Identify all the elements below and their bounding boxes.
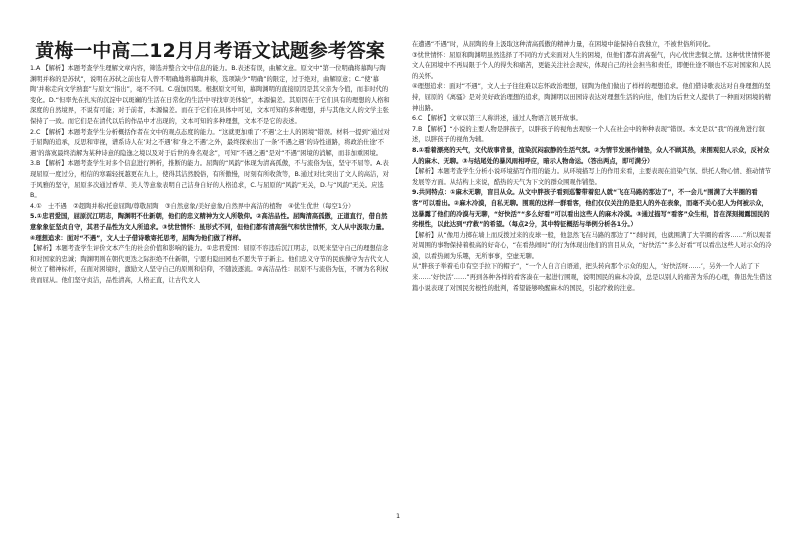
left-column [30, 64, 390, 286]
paragraph: 2.C 【解析】本题考查学生分析概括作者在文中的观点态度的能力。“这就更加重了‘不遇’之士人的困境”错误。材料一提到“通过对于屈陶的追承，反思和审视，谱系诗人在‘对之不遇’和‘身之不遇’之外，最终探索出了一条‘不遇之遇’的诗性道路，将政治仕途‘不遇’的落寞最终消解为某种诗意的隐逸之境以及对于后世的身名观念”，可知“不遇之遇”是对“不遇”困境的消解，而非加重困境。 [30, 128, 390, 157]
paragraph: 【解析】本题考查学生评价文本产生的社会价值和影响的能力。①忠君爱国：屈原不容违后沉江明志，以死来坚守自己的理想信念和对国家的忠诚；陶渊明则在朝代更迭之际拒绝不仕新朝，宁愿归隐田园也不愿失节于新主。他们忠义守节的民族操守为古代文人树立了精神标杆，在面对困境时，激励文人坚守自己的原则和信仰，不随波逐流。②高洁品性：屈原不与流俗为伍，不屑为名利权贵而屈从。他们坚守贞洁，品性清高，人格正直，让古代文人 [30, 245, 389, 284]
paragraph: 【解析】本题考查学生分析小说环境描写作用的能力。从环境描写上的作用来看，主要表现在渲染气氛、烘托人物心情、推动情节发展等方面。从结构上来说，酷热的天气为下文的群众围观作铺垫。 [412, 168, 771, 186]
paragraph: 1.A 【解析】本题考查学生理解文章内容，筛选并整合文中信息的能力。B.表述有误，曲解文意。原文中“第一位明确将慕陶与陶渊明并称的是苏轼”，说明在苏轼之前也有人曾不明确地将慕陶并称，选项缺少“明确”的限定，过于绝对，曲解原意；C.“使‘慕陶’并称走向文学熟套”与原文“指出”，毫不不同。C.强加因果。根据原文可知，慕陶渊明的直接原因是其父亲为今值，而非时代的变化。D.“但率先在扎实的沉淀中以斑斓的生活在日常化的生活中寻找审美体验”，本源偏差。其原因在于它们具有的理想的人格和深度的自然境界，不说有可能；对于前者，本源偏差。而在于它们在具体中可见，文本可知的多种理想，并与其他文人的文学主张保持了一致。而它们是在清代以后的作品中才出现的，文本可知的多种理想，文本不是它的表述。 [30, 65, 390, 125]
paragraph: 【解析】从“像用力掷在墙上而反拨过来的皮球一般，他忽然飞在马路的那边了”“刹时间，也就围满了大半圈的看客……”所以观者对周围的事物保持着极高的好奇心，“在看热闹时”的行为体现出他们的盲目从众，“好快活”“多么好看”可以看出这些人对示众的冷漠，以看热闹为乐趣，无所事事，空虚无聊。 [412, 231, 772, 260]
paragraph: 3.B 【解析】本题考查学生对多个信息进行辨析，推断的能力。屈陶的“风韵”体现为清高孤傲，不与流俗为伍，坚守不屈等。A.表现屈原一度过分，相信的寒霜轻抚越更在九上，使得其洁然脱俗，有所傲慢，时刻有所收敛等，B.通过对比突出了文人的高洁，对于风雅的坚守，屈原多次通过香草、美人等意象表明自己洁身自好的人格追求，C.与屈原的“风韵”无关，D.与“风韵”无关。应选B。 [30, 160, 389, 200]
paragraph: 9.共同特点：①麻木无聊，盲目从众。从文中胖孩子看到巡警带着犯人就“飞在马路的那边了”，不一会儿“围满了大半圈的看客”可以看出。②麻木冷漠，自私无聊。围观的这样一群看客，他们仅仅关注的是犯人的外在表象，而毫不关心犯人为何被示众，这暴露了他们的冷漠与无聊，“好快活”“多么好看”可以看出这些人的麻木冷漠。③通过描写“看客”众生相，旨在深刻揭露国民的劣根性，以此达到“疗救”的希望。（每点2分，其中特征概括与举例分析各1分。） [412, 189, 770, 229]
paragraph: 4.① 士不遇 ②超陶并称/托意屈陶/尊敬屈陶 ③自然意象/美好意象/自然界中高洁的植物 ④优生优世（每空1分） [30, 202, 355, 210]
paragraph: ③忧世情怀：屈原和陶渊明虽然选择了不同的方式来面对人生的困境，但他们都有清高强气，内心忧世悲悯之情。这种忧世情怀使文人在困境中不再局限于个人的得失和痛苦，更能关注社会现实，体现自己的社会担当和责任，即便仕途不顺也不忘对国家和人民的关怀。 [412, 51, 771, 80]
paragraph: 8.①看着漂亮的天气，文代故事背景，渲染沉闷寂静的生活气氛。②为情节发展作铺垫，众人不顾其热，来围观犯人示众，反衬众人的麻木、无聊。③与结尾处的暴风雨相呼应，暗示人物命运。（答出两点，即可满分） [412, 146, 770, 165]
paragraph: 7.B 【解析】“小说的主要人物是胖孩子，以胖孩子的视角去观察一个人在社会中的种种表现”错误。本文是以“我”的视角进行叙述，以胖孩子的视角为辅。 [412, 125, 765, 144]
paragraph: 5.①忠君爱国，屈原沉江明志，陶渊明不仕新朝，他们的忠义精神为文人所敬仰。②高洁品性。屈陶清高孤傲，正道直行，借自然意象象征坚贞自守，其君子品性为文人所追求。③忧世情怀：虽形式不同，但他们都有清高强气和忧世情怀，文人从中汲取力量。④理想追求：面对“不遇”，文人士子借诗歌寄托思考，屈陶为他们做了样样。 [30, 213, 388, 242]
paragraph: ④理想追求：面对“不遇”，文人士子往往难以忘怀政治理想，屈陶为他们做出了样样的理想追求。他们借诗歌表达对自身理想的坚持，屈原的《离骚》是对美好政治理想的追求，陶渊明以田园诗表达对理想生活的向往，他们为后世文人提供了一种面对困境的精神出路。 [412, 83, 771, 112]
right-column [412, 40, 772, 294]
page-number: 1 [396, 512, 401, 520]
paragraph: 6.C 【解析】文章以第三人称讲述，通过人物语言展开故事。 [412, 115, 582, 123]
page-title: 黄梅一中高二12月月考语文试题参考答案 [35, 40, 385, 62]
paragraph: 从“胖孩子举着毛巾有空手拉下的帽子”，“一个人自言自语道，把头转向那个示众的犯人，‘好快活呀……’，另外一个人站了下来……‘好快活’……”再到各种各样的看客凑在一起进行围观，说明国民的麻木冷漠，总是以别人的痛苦为乐的心理，鲁迅先生借这篇小说表现了对国民劣根性的批判，希望能够唤醒麻木的国民，引起疗救的注意。 [412, 263, 772, 292]
paragraph: 在遭遇“不遇”时，从屈陶的身上汲取这种清高孤傲的精神力量，在困境中能保持自我独立，不被世俗所同化。 [412, 41, 715, 48]
